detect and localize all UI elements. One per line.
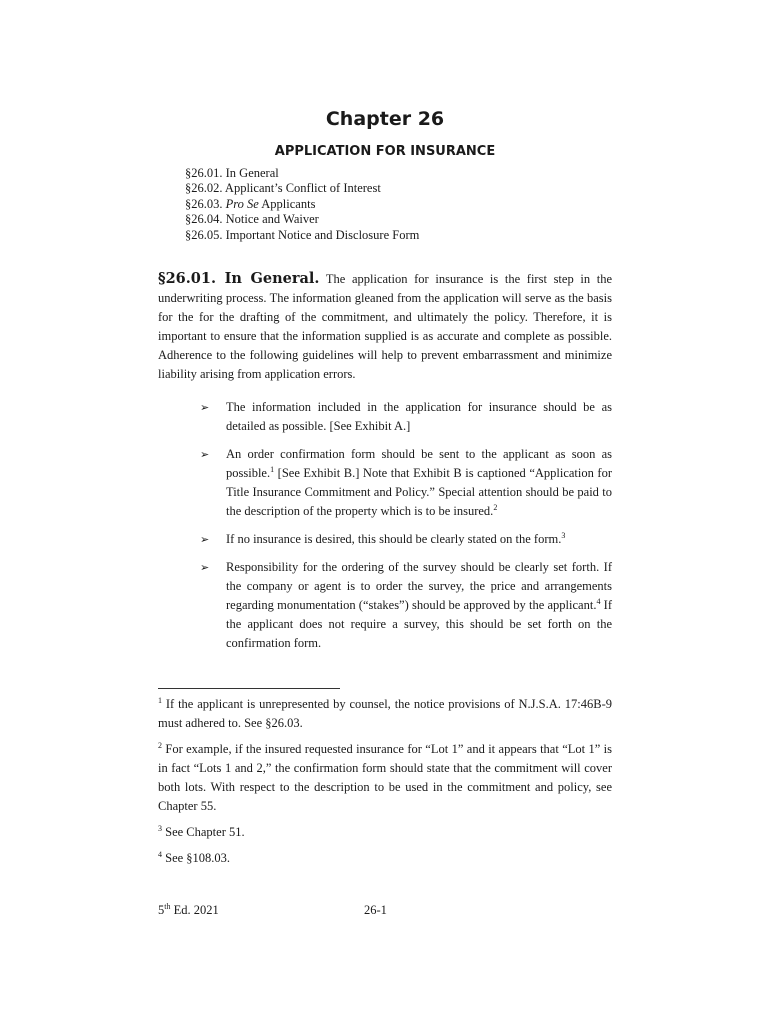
footnote-ref[interactable]: 2	[493, 502, 498, 512]
toc-item: §26.02. Applicant’s Conflict of Interest	[185, 181, 381, 196]
footnote: $^4$ See §108.03.	[158, 849, 231, 865]
list-item: ➢ The information included in the application for insurance should be as detailed as possible. [See Exhibit A.]	[200, 400, 612, 433]
footnotes	[158, 695, 612, 875]
arrowhead-bullet-icon: ➢	[200, 448, 210, 461]
section-body: The application for insurance is the first step in the underwriting process. The information gleaned from the application will serve as the basis for the for the drafting of the commitment, and ultimately the policy. Therefore, it is important to ensure that the information supplied is as accurate and complete as possible. Adherence to the following guidelines will help to prevent embarrassment and minimize liability arising from application errors.	[158, 272, 612, 381]
page-number: 26-1	[364, 903, 387, 917]
section-in-general	[158, 269, 612, 384]
arrowhead-bullet-icon: ➢	[200, 561, 210, 574]
section-heading: §26.01. In General.	[158, 270, 320, 287]
list-item: ➢ Responsibility for the ordering of the survey should be clearly set forth. If the company or agent is to order the survey, the price and arrangements regarding monumentation (“stakes”) should be approved by the applicant.$^4$ If the applicant does not require a survey, this should be set forth on the confirmation form.	[200, 560, 612, 650]
toc-item: §26.04. Notice and Waiver	[185, 212, 319, 227]
edition-label: 5th Ed. 2021	[158, 901, 219, 917]
chapter-subtitle: APPLICATION FOR INSURANCE	[274, 144, 496, 159]
footnote-divider	[158, 688, 340, 689]
toc-item: §26.01. In General	[185, 166, 279, 180]
footnote-ref[interactable]: 3	[561, 530, 566, 540]
list-item: ➢ An order confirmation form should be sent to the applicant as soon as possible.$^1$ [See Exhibit B.] Note that Exhibit B is captioned “Application for Title Insurance Commitment and Policy.” Special attention should be paid to the description of the property which is to be insured.$^2$	[200, 447, 612, 518]
footnote: $^3$ See Chapter 51.	[158, 823, 245, 839]
footnote-ref[interactable]: 1	[270, 464, 275, 474]
toc-item: §26.03. Pro Se Applicants	[185, 196, 316, 211]
chapter-title: Chapter 26	[325, 108, 445, 130]
toc-item: §26.05. Important Notice and Disclosure Form	[185, 227, 420, 242]
arrowhead-bullet-icon: ➢	[200, 401, 210, 414]
arrowhead-bullet-icon: ➢	[200, 533, 210, 546]
footnote: $^1$ If the applicant is unrepresented by counsel, the notice provisions of N.J.S.A. 17:46B-9 must adhered to. See §26.03.	[158, 695, 612, 730]
footnote-ref[interactable]: 4	[596, 596, 601, 606]
list-item: ➢ If no insurance is desired, this should be clearly stated on the form.$^3$	[200, 530, 612, 549]
footnote: $^2$ For example, if the insured requested insurance for “Lot 1” and it appears that “Lot 1” is in fact “Lots 1 and 2,” the confirmation form should state that the commitment will cover both lots. With respect to the description to be used in the commitment and policy, see Chapter 55.	[158, 740, 612, 813]
table-of-contents	[185, 166, 605, 243]
guideline-list	[200, 398, 612, 662]
